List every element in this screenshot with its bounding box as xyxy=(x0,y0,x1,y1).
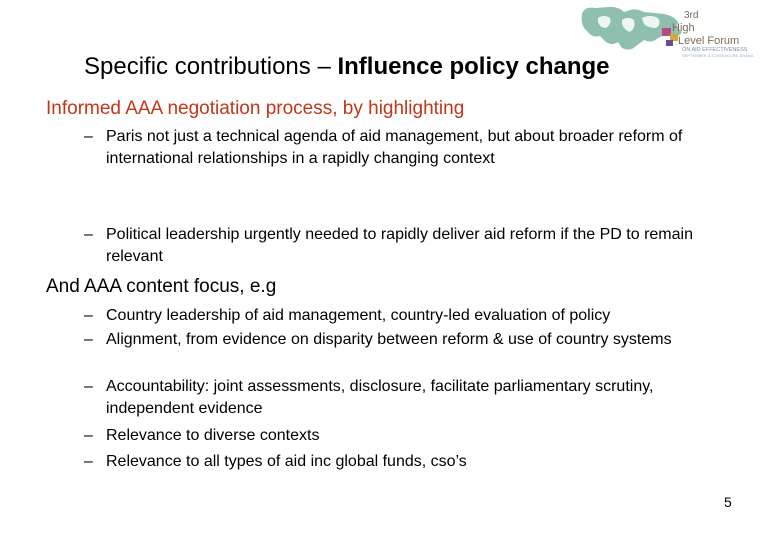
bullet-text: Paris not just a technical agenda of aid management, but about broader reform of international relationships in a rapidly changing context xyxy=(106,128,683,167)
logo-line-2: High xyxy=(672,22,695,34)
bullet-dash: – xyxy=(84,453,93,470)
logo-line-1: 3rd xyxy=(684,10,699,21)
slide-title-bold: Influence policy change xyxy=(337,53,610,80)
bullet-dash: – xyxy=(84,378,93,395)
logo-line-5: SEPTEMBER 2-4 2008 ACCRA GHANA xyxy=(682,53,754,58)
heading-informed-aaa: Informed AAA negotiation process, by highlighting xyxy=(46,98,465,119)
bullet-item xyxy=(84,329,744,351)
slide-title-normal: Specific contributions – xyxy=(84,53,338,80)
bullet-text: Relevance to all types of aid inc global funds, cso’s xyxy=(106,453,467,470)
bullet-dash: – xyxy=(84,226,93,243)
bullet-item xyxy=(84,451,744,473)
forum-logo xyxy=(578,2,778,58)
bullet-item xyxy=(84,376,744,420)
bullet-text: Alignment, from evidence on disparity between reform & use of country systems xyxy=(106,331,672,348)
bullet-text: Country leadership of aid management, country-led evaluation of policy xyxy=(106,307,611,324)
bullet-item xyxy=(84,126,744,170)
logo-line-4: ON AID EFFECTIVENESS xyxy=(682,47,748,53)
bullet-dash: – xyxy=(84,128,93,145)
page-number: 5 xyxy=(724,494,732,510)
bullet-dash: – xyxy=(84,427,93,444)
bullet-item xyxy=(84,425,744,447)
bullet-item xyxy=(84,305,744,327)
bullet-text: Relevance to diverse contexts xyxy=(106,427,320,444)
slide-title xyxy=(84,53,610,82)
bullet-text: Political leadership urgently needed to rapidly deliver aid reform if the PD to remain relevant xyxy=(106,226,693,265)
logo-line-3: Level Forum xyxy=(678,35,740,47)
bullet-dash: – xyxy=(84,307,93,324)
bullet-text: Accountability: joint assessments, disclosure, facilitate parliamentary scrutiny, independent evidence xyxy=(106,378,654,417)
bullet-dash: – xyxy=(84,331,93,348)
bullet-item xyxy=(84,224,744,268)
heading-aaa-content: And AAA content focus, e.g xyxy=(46,276,277,297)
